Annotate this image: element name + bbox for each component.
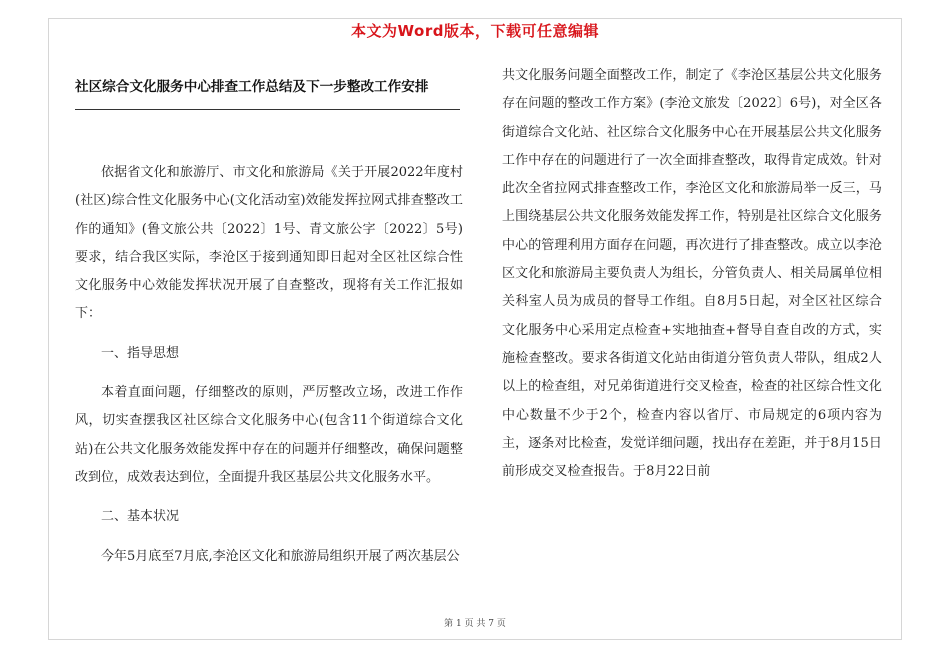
page-number-footer: 第 1 页 共 7 页 <box>444 619 506 629</box>
section-heading-guiding-ideology: 一、指导思想 <box>101 345 180 361</box>
editable-banner: 本文为Word版本，下载可任意编辑 <box>351 22 599 40</box>
section-heading-basic-situation: 二、基本状况 <box>101 509 180 525</box>
right-column <box>502 62 882 486</box>
paragraph-intro: 依据省文化和旅游厅、市文化和旅游局《关于开展2022年度村(社区)综合性文化服务中心(文化活动室)效能发挥拉网式排查整改工作的通知》(鲁文旅公共〔2022〕1号、青文旅公字〔2022〕5号)要求，结合我区实际，李沧区于接到通知即日起对全区社区综合性文化服务中心效能发挥状况开展了自查整改，现将有关工作汇报如下： <box>75 165 463 322</box>
document-title: 社区综合文化服务中心排查工作总结及下一步整改工作安排 <box>75 79 429 95</box>
paragraph-basic-situation-start: 今年5月底至7月底,李沧区文化和旅游局组织开展了两次基层公 <box>101 548 460 564</box>
title-underline <box>75 109 460 110</box>
left-column <box>75 159 463 571</box>
paragraph-basic-situation-continued: 共文化服务问题全面整改工作，制定了《李沧区基层公共文化服务存在问题的整改工作方案》(李沧文旅发〔2022〕6号)，对全区各街道综合文化站、社区综合文化服务中心在开展基层公共文化服务工作中存在的问题进行了一次全面排查整改，取得肯定成效。针对此次全省拉网式排查整改工作，李沧区文化和旅游局举一反三，马上围绕基层公共文化服务效能发挥工作，特别是社区综合文化服务中心的管理利用方面存在问题，再次进行了排查整改。成立以李沧区文化和旅游局主要负责人为组长，分管负责人、相关局属单位相关科室人员为成员的督导工作组。自8月5日起，对全区社区综合文化服务中心采用定点检查+实地抽查+督导自查自改的方式，实施检查整改。要求各街道文化站由街道分管负责人带队，组成2人以上的检查组，对兄弟街道进行交叉检查，检查的社区综合性文化中心数量不少于2个，检查内容以省厅、市局规定的6项内容为主，逐条对比检查，发觉详细问题，找出存在差距，并于8月15日前形成交叉检查报告。于8月22日前 <box>502 68 882 480</box>
paragraph-guiding-ideology: 本着直面问题，仔细整改的原则，严厉整改立场，改进工作作风，切实查摆我区社区综合文化服务中心(包含11个街道综合文化站)在公共文化服务效能发挥中存在的问题并仔细整改，确保问题整改到位，成效表达到位，全面提升我区基层公共文化服务水平。 <box>75 385 463 485</box>
